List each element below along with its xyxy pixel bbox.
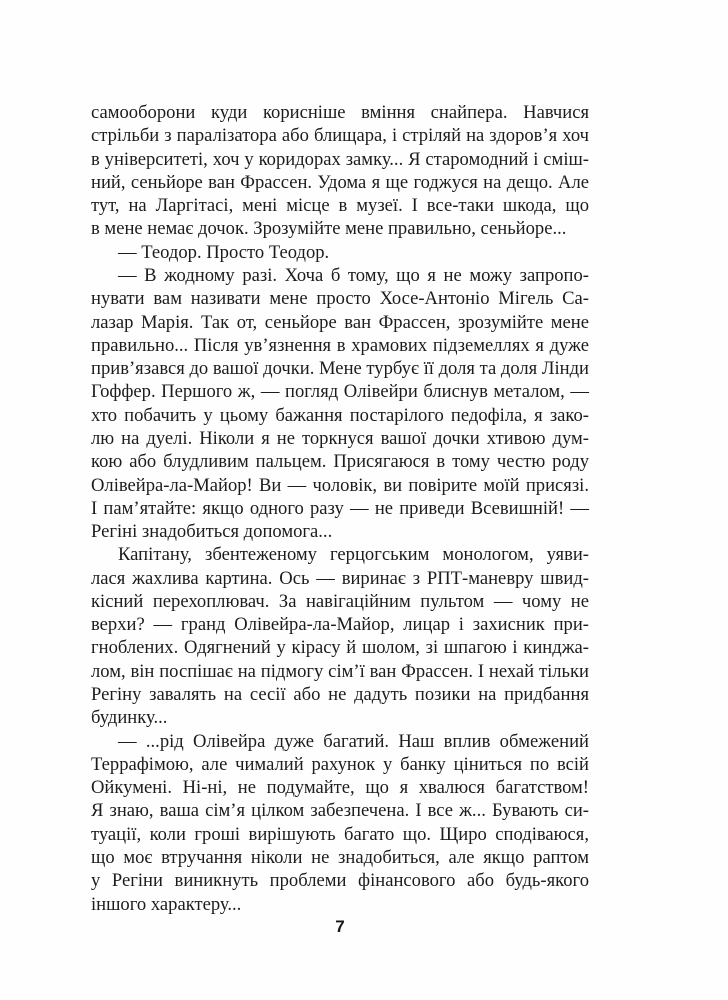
- text-line: — Теодор. Просто Теодор.: [118, 241, 330, 263]
- text-line: прив’язався до вашої дочки. Мене турбує її доля та доля Лінди: [91, 358, 589, 380]
- text-line: Регіну завалять на сесії або не дадуть позики на придбання: [91, 684, 589, 706]
- text-line: стрільби з паралізатора або блищара, і стріляй на здоров’я хоч: [91, 125, 589, 147]
- page-text-block: [91, 101, 589, 916]
- text-line: Ойкумені. Ні-ні, не подумайте, що я хвалюся багатством!: [91, 777, 589, 799]
- text-line: І пам’ятайте: якщо одного разу — не приведи Всевишній! —: [91, 497, 589, 519]
- text-line: іншого характеру...: [91, 893, 242, 915]
- text-line: кісний перехоплювач. За навігаційним пультом — чому не: [91, 590, 589, 612]
- text-line: — В жодному разі. Хоча б тому, що я не можу запропо-: [118, 264, 589, 286]
- text-line: верхи? — гранд Олівейра-ла-Майор, лицар і захисник при-: [91, 614, 589, 636]
- paragraph: [91, 730, 589, 916]
- page-number: 7: [335, 917, 345, 936]
- text-line: ний, сеньйоре ван Фрассен. Удома я ще годжуся на дещо. Але: [91, 171, 589, 193]
- text-line: Гоффер. Першого ж, — погляд Олівейри блиснув металом, —: [91, 381, 589, 403]
- text-line: в університеті, хоч у коридорах замку... Я старомодний і сміш-: [91, 148, 589, 170]
- paragraph: [91, 543, 589, 729]
- text-line: лю на дуелі. Ніколи я не торкнуся вашої дочки хтивою дум-: [91, 427, 589, 449]
- text-line: в мене немає дочок. Зрозумійте мене правильно, сеньйоре...: [91, 218, 567, 240]
- text-line: тут, на Ларгітасі, мені місце в музеї. І все-таки шкода, що: [91, 195, 589, 217]
- text-line: будинку...: [91, 707, 168, 729]
- paragraph: [91, 241, 589, 264]
- text-line: Я знаю, ваша сім’я цілком забезпечена. І все ж... Бувають си-: [91, 800, 589, 822]
- text-line: що моє втручання ніколи не знадобиться, але якщо раптом: [91, 847, 589, 868]
- text-line: правильно... Після ув’язнення в храмових підземеллях я дуже: [91, 334, 589, 356]
- text-line: лом, він поспішає на підмогу сім’ї ван Фрассен. І нехай тільки: [91, 660, 589, 682]
- paragraph: [91, 101, 589, 241]
- text-line: самооборони куди корисніше вміння снайпера. Навчися: [91, 102, 589, 123]
- text-line: Террафімою, але чималий рахунок у банку ціниться по всій: [91, 753, 589, 775]
- text-line: кою або блудливим пальцем. Присягаюся в тому честю роду: [91, 451, 589, 473]
- text-line: у Регіни виникнуть проблеми фінансового або будь-якого: [91, 870, 589, 892]
- text-line: Регіні знадобиться допомога...: [91, 521, 333, 543]
- text-line: гноблених. Одягнений у кірасу й шолом, зі шпагою і кинджа-: [91, 637, 589, 659]
- text-line: хто побачить у цьому бажання постарілого педофіла, я зако-: [91, 404, 589, 426]
- text-line: нувати вам називати мене просто Хосе-Антоніо Мігель Са-: [91, 288, 589, 310]
- text-line: Капітану, збентеженому герцогським монологом, уяви-: [118, 544, 589, 566]
- text-line: Олівейра-ла-Майор! Ви — чоловік, ви повірите моїй присязі.: [91, 474, 589, 496]
- text-line: лазар Марія. Так от, сеньйоре ван Фрассен, зрозумійте мене: [91, 311, 589, 333]
- text-line: туації, коли гроші вирішують багато що. Щиро сподіваюся,: [91, 823, 589, 845]
- text-line: лася жахлива картина. Ось — виринає з РПТ-маневру швид-: [91, 567, 589, 589]
- paragraph: [91, 264, 589, 543]
- text-line: — ...рід Олівейра дуже багатий. Наш вплив обмежений: [118, 730, 589, 752]
